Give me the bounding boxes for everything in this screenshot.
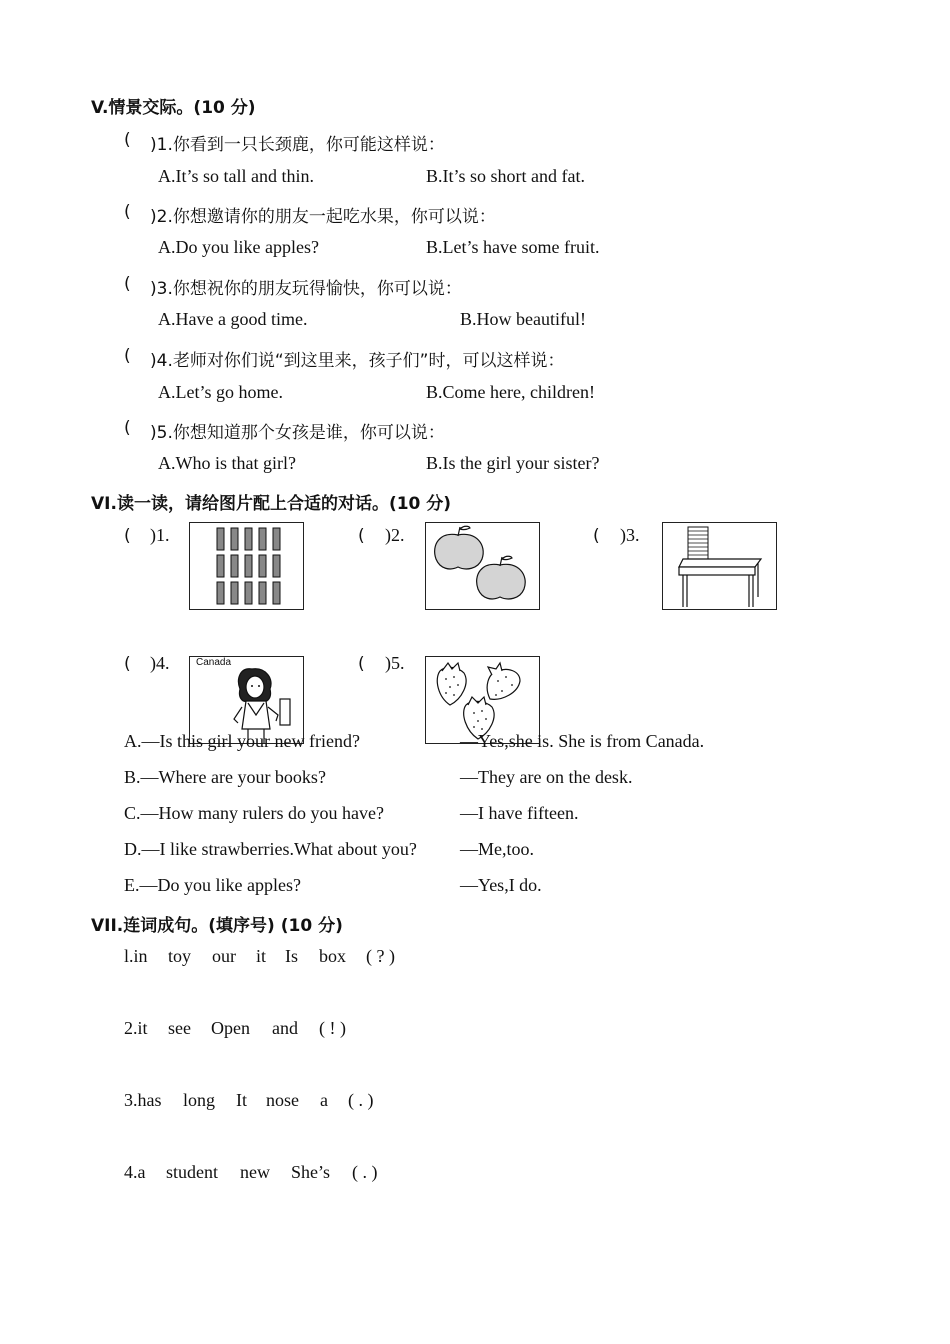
dialog-answer: —Me,too.	[460, 839, 534, 859]
question-text: )4.老师对你们说“到这里来，孩子们”时，可以这样说：	[150, 351, 565, 371]
apples-icon	[426, 523, 539, 609]
word: 3.has	[124, 1090, 162, 1110]
dialog-answer: —Yes,she is. She is from Canada.	[460, 731, 705, 751]
answer-blank[interactable]: (	[358, 654, 365, 674]
rulers-icon	[190, 523, 303, 609]
dialog-question: D.—I like strawberries.What about you?	[124, 839, 417, 859]
option-b: B.How beautiful!	[460, 309, 586, 329]
word: see	[168, 1018, 191, 1038]
punctuation: ( . )	[352, 1162, 378, 1182]
rulers-picture	[189, 522, 304, 610]
word: It	[236, 1090, 247, 1110]
answer-blank[interactable]: (	[593, 526, 600, 546]
canada-caption: Canada	[196, 657, 232, 668]
answer-blank[interactable]: (	[124, 130, 131, 150]
option-b: B.Let’s have some fruit.	[426, 237, 600, 257]
answer-blank[interactable]: (	[124, 274, 131, 294]
picture-label: )4.	[150, 653, 170, 673]
option-a: A.Have a good time.	[158, 309, 308, 329]
word: Open	[211, 1018, 250, 1038]
option-a: A.Who is that girl?	[158, 453, 296, 473]
word: nose	[266, 1090, 299, 1110]
answer-blank[interactable]: (	[124, 526, 131, 546]
word: l.in	[124, 946, 148, 966]
books-on-desk-picture	[662, 522, 777, 610]
option-a: A.It’s so tall and thin.	[158, 166, 314, 186]
section-7-title: VII.连词成句。(填序号) (10 分)	[91, 916, 343, 936]
question-text: )3.你想祝你的朋友玩得愉快，你可以说：	[150, 279, 462, 299]
books-on-desk-icon	[663, 523, 776, 609]
dialog-question: E.—Do you like apples?	[124, 875, 301, 895]
word: toy	[168, 946, 192, 966]
word: long	[183, 1090, 216, 1110]
answer-blank[interactable]: (	[124, 418, 131, 438]
word: a	[320, 1090, 328, 1110]
dialog-question: C.—How many rulers do you have?	[124, 803, 384, 823]
answer-blank[interactable]: (	[124, 346, 131, 366]
question-text: )1.你看到一只长颈鹿，你可能这样说：	[150, 135, 445, 155]
punctuation: ( ! )	[319, 1018, 346, 1038]
word: it	[256, 946, 267, 966]
picture-label: )1.	[150, 525, 170, 545]
option-b: B.It’s so short and fat.	[426, 166, 585, 186]
punctuation: ( ? )	[366, 946, 395, 966]
dialog-question: B.—Where are your books?	[124, 767, 326, 787]
word: our	[212, 946, 236, 966]
answer-blank[interactable]: (	[358, 526, 365, 546]
word: student	[166, 1162, 218, 1182]
dialog-answer: —Yes,I do.	[460, 875, 542, 895]
word: She’s	[291, 1162, 331, 1182]
picture-label: )3.	[620, 525, 640, 545]
picture-label: )5.	[385, 653, 405, 673]
word: 2.it	[124, 1018, 148, 1038]
apples-picture	[425, 522, 540, 610]
punctuation: ( . )	[348, 1090, 374, 1110]
section-6-title: VI.读一读，请给图片配上合适的对话。(10 分)	[91, 494, 452, 514]
word: new	[240, 1162, 270, 1182]
option-b: B.Is the girl your sister?	[426, 453, 600, 473]
word: Is	[285, 946, 298, 966]
dialog-answer: —I have fifteen.	[460, 803, 579, 823]
word: 4.a	[124, 1162, 146, 1182]
option-a: A.Let’s go home.	[158, 382, 283, 402]
answer-blank[interactable]: (	[124, 202, 131, 222]
option-a: A.Do you like apples?	[158, 237, 319, 257]
section-5-title: V.情景交际。(10 分)	[91, 98, 256, 118]
question-text: )5.你想知道那个女孩是谁，你可以说：	[150, 423, 445, 443]
dialog-answer: —They are on the desk.	[460, 767, 633, 787]
question-text: )2.你想邀请你的朋友一起吃水果，你可以说：	[150, 207, 496, 227]
dialog-question: A.—Is this girl your new friend?	[124, 731, 360, 751]
word: box	[319, 946, 346, 966]
picture-label: )2.	[385, 525, 405, 545]
option-b: B.Come here, children!	[426, 382, 595, 402]
word: and	[272, 1018, 298, 1038]
answer-blank[interactable]: (	[124, 654, 131, 674]
